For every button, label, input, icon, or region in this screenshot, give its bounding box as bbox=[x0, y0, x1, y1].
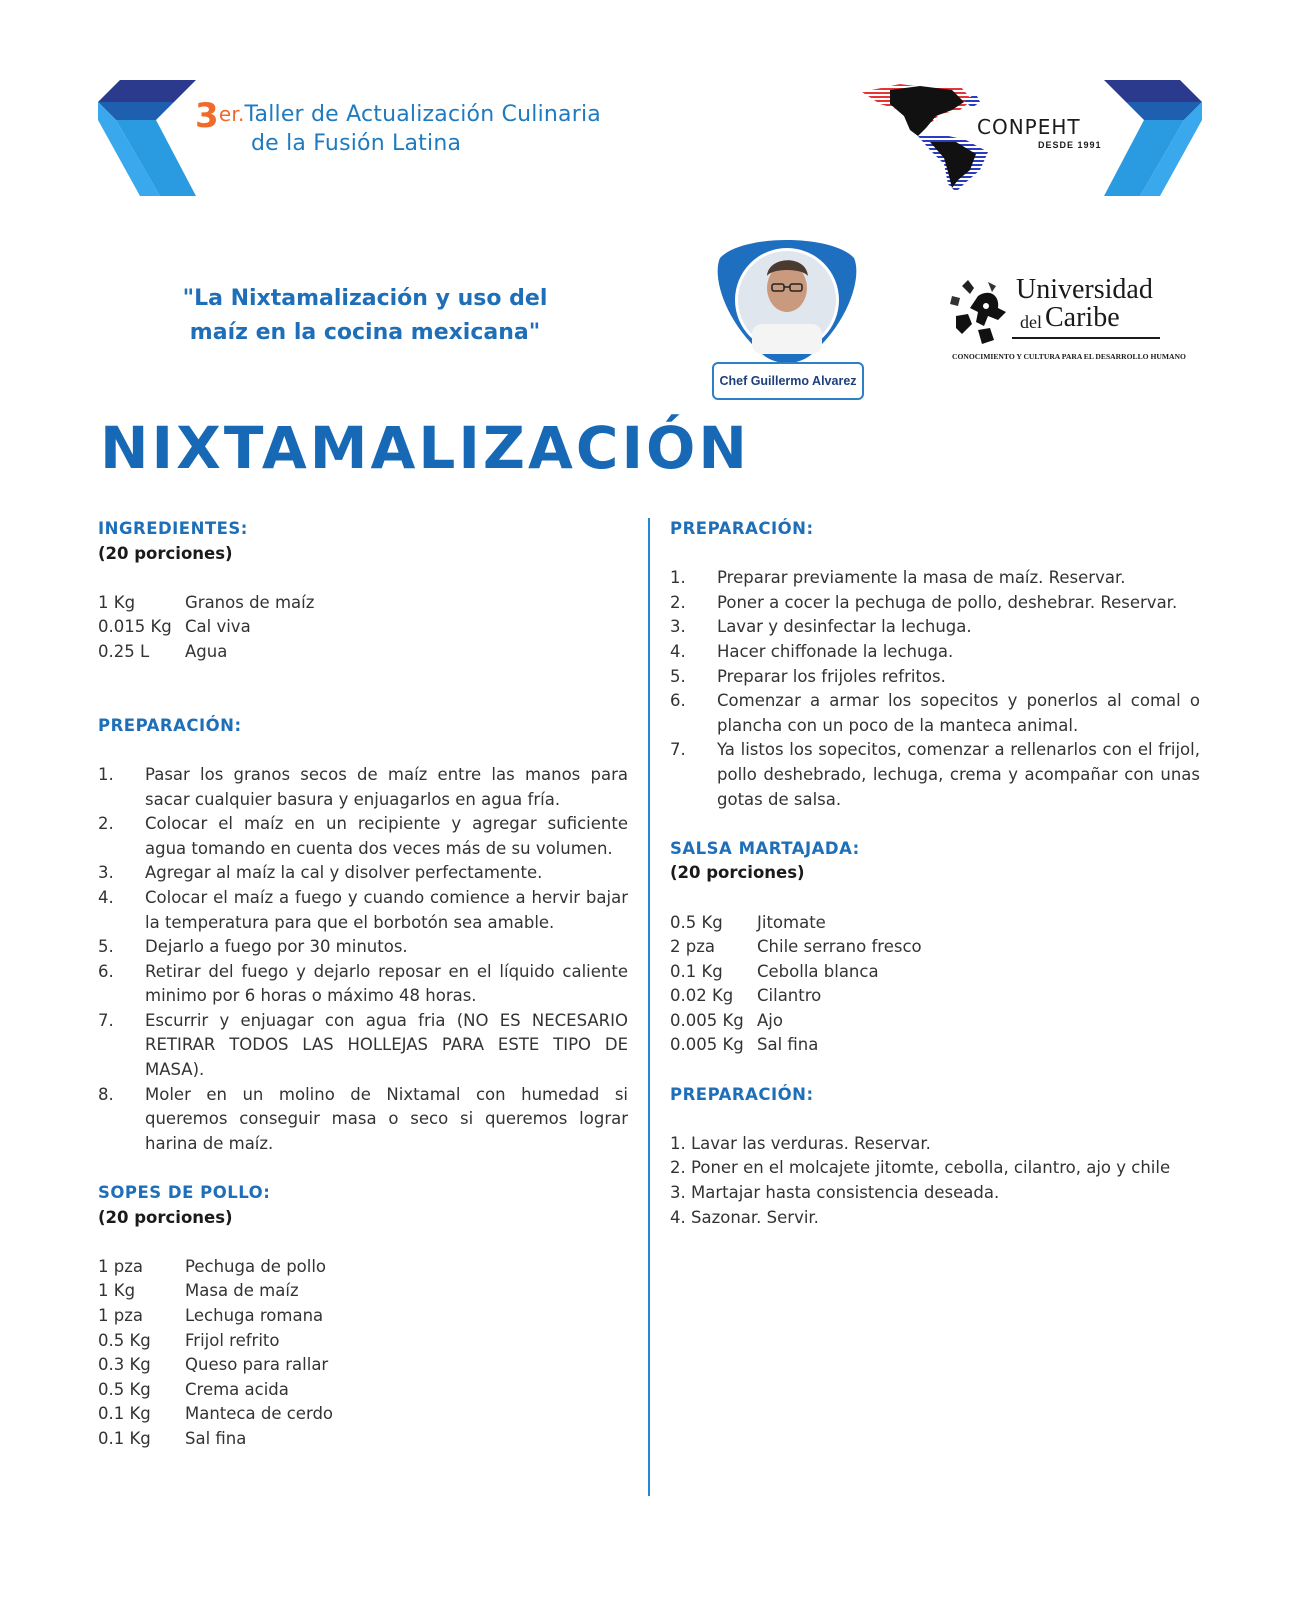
sopes-portions: (20 porciones) bbox=[98, 1207, 233, 1227]
conpeht-name: CONPEHT bbox=[977, 115, 1081, 139]
ingredient-row bbox=[670, 984, 1200, 1009]
step-text: Preparar previamente la masa de maíz. Reservar. bbox=[717, 568, 1126, 588]
step-text: Preparar los frijoles refritos. bbox=[717, 666, 946, 686]
ingredients-portions: (20 porciones) bbox=[98, 543, 233, 563]
salsa-preparation-steps bbox=[670, 1132, 1200, 1230]
step-number: 4. bbox=[98, 887, 114, 907]
ingredient-name: Crema acida bbox=[185, 1379, 289, 1399]
ingredient-qty: 0.005 Kg bbox=[670, 1010, 744, 1030]
step-text: Lavar y desinfectar la lechuga. bbox=[717, 617, 972, 637]
ingredient-qty: 1 pza bbox=[98, 1306, 143, 1325]
event-title-line2: de la Fusión Latina bbox=[251, 131, 462, 156]
step-text: Hacer chiffonade la lechuga. bbox=[717, 641, 954, 661]
sopes-preparation-heading: PREPARACIÓN: bbox=[670, 519, 814, 538]
step-text: Escurrir y enjuagar con agua fria (NO ES NECESARIO RETIRAR TODOS LAS HOLLEJAS PARA ESTE TIPO DE MASA). bbox=[145, 1010, 628, 1080]
step-number: 3. bbox=[98, 863, 114, 883]
salsa-step: 2. Poner en el molcajete jitomte, cebolla, cilantro, ajo y chile bbox=[670, 1158, 1171, 1178]
ingredient-qty: 0.3 Kg bbox=[98, 1355, 151, 1375]
step-number: 1. bbox=[98, 764, 114, 784]
subtitle-line1: "La Nixtamalización y uso del bbox=[182, 286, 548, 311]
step-number: 5. bbox=[98, 937, 114, 957]
ingredient-qty: 1 Kg bbox=[98, 592, 136, 612]
ingredient-qty: 0.015 Kg bbox=[98, 617, 172, 637]
ingredient-name: Sal fina bbox=[185, 1428, 247, 1448]
step-number: 5. bbox=[670, 666, 686, 686]
step-item bbox=[98, 960, 628, 1009]
ingredient-name: Jitomate bbox=[757, 912, 826, 932]
mayan-glyph-icon bbox=[948, 276, 1010, 348]
step-text: Retirar del fuego y dejarlo reposar en el líquido caliente minimo por 6 horas o máximo 48 horas. bbox=[145, 961, 628, 1006]
ingredient-row bbox=[670, 935, 1200, 960]
ingredient-qty: 2 pza bbox=[670, 937, 715, 957]
step-item bbox=[670, 615, 1200, 640]
left-column bbox=[98, 517, 628, 1452]
ingredient-qty: 0.1 Kg bbox=[98, 1404, 151, 1424]
ingredient-name: Masa de maíz bbox=[185, 1281, 299, 1301]
talk-subtitle bbox=[140, 282, 590, 350]
ingredient-qty: 0.5 Kg bbox=[670, 912, 723, 932]
preparation-steps bbox=[98, 763, 628, 1157]
ingredient-qty: 0.25 L bbox=[98, 641, 150, 661]
ingredient-row bbox=[98, 640, 628, 665]
ingredient-row bbox=[98, 591, 628, 616]
ingredient-row bbox=[98, 1329, 628, 1354]
ingredient-qty: 1 pza bbox=[98, 1256, 143, 1276]
ingredient-qty: 0.5 Kg bbox=[98, 1379, 151, 1399]
ingredient-name: Ajo bbox=[757, 1010, 783, 1030]
chef-photo bbox=[712, 232, 862, 367]
ingredient-row bbox=[98, 615, 628, 640]
ingredient-row bbox=[98, 1378, 628, 1403]
preparation-heading: PREPARACIÓN: bbox=[98, 715, 242, 735]
ingredient-name: Agua bbox=[185, 641, 228, 661]
step-number: 2. bbox=[98, 814, 114, 834]
salsa-step: 1. Lavar las verduras. Reservar. bbox=[670, 1133, 931, 1153]
step-item bbox=[98, 861, 628, 886]
event-title bbox=[195, 96, 601, 158]
step-item bbox=[670, 566, 1200, 591]
ingredient-row bbox=[98, 1279, 628, 1304]
ingredient-name: Cal viva bbox=[185, 617, 251, 637]
ingredient-name: Sal fina bbox=[757, 1035, 819, 1055]
salsa-preparation-heading: PREPARACIÓN: bbox=[670, 1084, 814, 1104]
ingredient-qty: 0.1 Kg bbox=[670, 961, 723, 981]
ingredient-qty: 0.005 Kg bbox=[670, 1035, 744, 1055]
ingredient-row bbox=[670, 911, 1200, 936]
ingredient-row bbox=[98, 1304, 628, 1329]
step-text: Ya listos los sopecitos, comenzar a rellenarlos con el frijol, pollo deshebrado, lechuga, crema y acompañar con unas gotas de salsa. bbox=[717, 740, 1200, 809]
salsa-step: 4. Sazonar. Servir. bbox=[670, 1207, 819, 1227]
chef-badge bbox=[712, 232, 862, 402]
salsa-heading: SALSA MARTAJADA: bbox=[670, 838, 860, 858]
step-number: 2. bbox=[670, 592, 686, 612]
ingredient-name: Pechuga de pollo bbox=[185, 1256, 327, 1276]
step-text: Poner a cocer la pechuga de pollo, deshebrar. Reservar. bbox=[717, 592, 1178, 612]
ingredients-list bbox=[98, 591, 628, 665]
salsa-ingredients-list bbox=[670, 911, 1200, 1059]
ingredient-row bbox=[670, 1009, 1200, 1034]
event-ordinal: er. bbox=[218, 102, 245, 126]
sopes-ingredients-list bbox=[98, 1255, 628, 1452]
event-title-line1: Taller de Actualización Culinaria bbox=[244, 102, 601, 127]
ingredient-name: Cilantro bbox=[757, 986, 822, 1006]
event-number: 3 bbox=[195, 96, 219, 136]
right-column bbox=[670, 517, 1200, 1230]
ingredient-row bbox=[98, 1402, 628, 1427]
sopes-heading: SOPES DE POLLO: bbox=[98, 1183, 271, 1203]
step-item bbox=[670, 689, 1200, 738]
ingredients-heading: INGREDIENTES: bbox=[98, 519, 248, 538]
conpeht-since: DESDE 1991 bbox=[1038, 140, 1102, 150]
ingredient-name: Manteca de cerdo bbox=[185, 1404, 334, 1424]
subtitle-line2: maíz en la cocina mexicana" bbox=[189, 320, 541, 345]
ingredient-row bbox=[98, 1353, 628, 1378]
ingredient-name: Cebolla blanca bbox=[757, 961, 879, 981]
step-item bbox=[98, 763, 628, 812]
ingredient-name: Lechuga romana bbox=[185, 1306, 324, 1325]
step-number: 7. bbox=[98, 1010, 114, 1030]
ingredient-row bbox=[98, 1255, 628, 1280]
step-number: 7. bbox=[670, 740, 686, 760]
left-chevron-decoration bbox=[98, 80, 208, 196]
step-number: 3. bbox=[670, 617, 686, 637]
universidad-caribe-logo bbox=[948, 270, 1186, 370]
ingredient-row bbox=[670, 960, 1200, 985]
step-text: Comenzar a armar los sopecitos y ponerlos al comal o plancha con un poco de la manteca animal. bbox=[717, 691, 1200, 735]
step-item bbox=[98, 935, 628, 960]
ingredient-name: Queso para rallar bbox=[185, 1355, 329, 1375]
ingredient-name: Granos de maíz bbox=[185, 592, 315, 612]
ingredient-qty: 1 Kg bbox=[98, 1281, 136, 1301]
ingredient-name: Frijol refrito bbox=[185, 1330, 280, 1350]
step-item bbox=[670, 738, 1200, 812]
sopes-preparation-steps bbox=[670, 566, 1200, 812]
university-name-line1: Universidad bbox=[1016, 274, 1153, 305]
step-text: Moler en un molino de Nixtamal con humedad si queremos conseguir masa o seco si queremos lograr harina de maíz. bbox=[145, 1084, 628, 1153]
step-item bbox=[670, 665, 1200, 690]
step-item bbox=[98, 1083, 628, 1157]
step-number: 6. bbox=[98, 961, 114, 981]
column-divider bbox=[648, 518, 650, 1496]
university-name-line2a: del bbox=[1020, 312, 1042, 332]
step-text: Colocar el maíz en un recipiente y agregar suficiente agua tomando en cuenta dos veces más de su volumen. bbox=[145, 814, 628, 858]
step-text: Colocar el maíz a fuego y cuando comience a hervir bajar la temperatura para que el borbotón sea amable. bbox=[145, 887, 628, 932]
step-number: 6. bbox=[670, 691, 686, 711]
conpeht-logo bbox=[860, 80, 1110, 195]
university-name-line2b: Caribe bbox=[1045, 302, 1120, 333]
step-number: 8. bbox=[98, 1084, 114, 1104]
ingredient-qty: 0.5 Kg bbox=[98, 1330, 151, 1350]
page-title: NIXTAMALIZACIÓN bbox=[100, 414, 750, 482]
step-text: Agregar al maíz la cal y disolver perfectamente. bbox=[145, 863, 543, 883]
salsa-portions: (20 porciones) bbox=[670, 863, 805, 883]
step-item bbox=[98, 812, 628, 861]
university-tagline: CONOCIMIENTO Y CULTURA PARA EL DESARROLLO HUMANO bbox=[952, 352, 1186, 361]
step-item bbox=[670, 640, 1200, 665]
ingredient-row bbox=[670, 1033, 1200, 1058]
ingredient-name: Chile serrano fresco bbox=[757, 937, 922, 957]
ingredient-qty: 0.02 Kg bbox=[670, 986, 734, 1006]
step-number: 1. bbox=[670, 568, 686, 588]
step-item bbox=[670, 591, 1200, 616]
step-item bbox=[98, 1009, 628, 1083]
salsa-step: 3. Martajar hasta consistencia deseada. bbox=[670, 1183, 1000, 1203]
step-item bbox=[98, 886, 628, 935]
ingredient-qty: 0.1 Kg bbox=[98, 1428, 151, 1448]
step-number: 4. bbox=[670, 641, 686, 661]
chef-name-label: Chef Guillermo Alvarez bbox=[712, 362, 864, 400]
step-text: Dejarlo a fuego por 30 minutos. bbox=[145, 937, 408, 957]
ingredient-row bbox=[98, 1427, 628, 1452]
step-text: Pasar los granos secos de maíz entre las manos para sacar cualquier basura y enjuagarlos en agua fría. bbox=[145, 764, 628, 809]
university-rule bbox=[1012, 337, 1160, 339]
